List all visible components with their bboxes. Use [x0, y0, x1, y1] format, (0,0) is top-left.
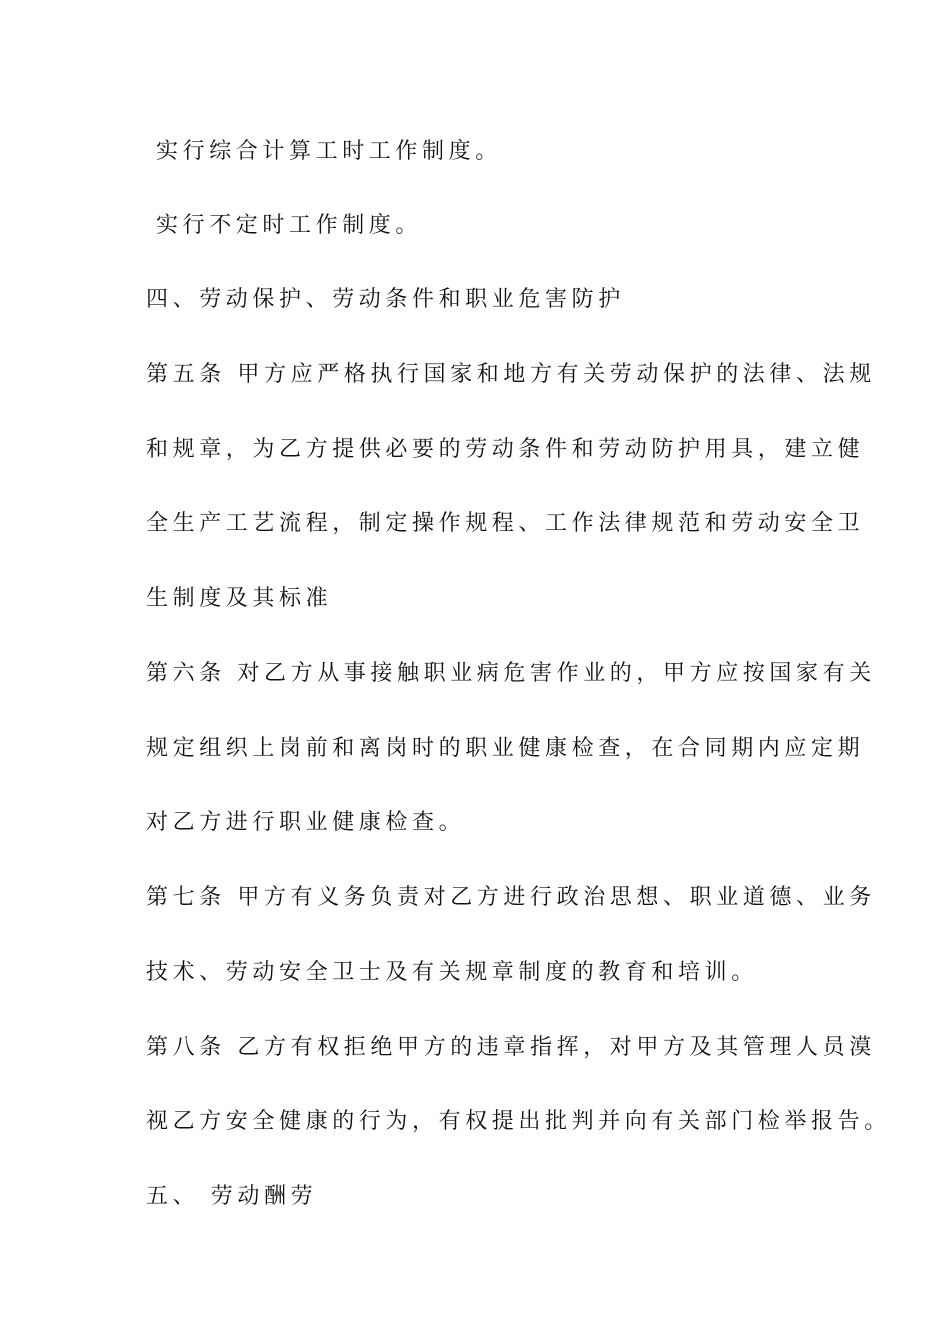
article-line: 第八条 乙方有权拒绝甲方的违章指挥，对甲方及其管理人员漠 — [146, 1035, 876, 1060]
text-line: 全生产工艺流程，制定操作规程、工作法律规范和劳动安全卫 — [146, 511, 865, 536]
text-line: 实行不定时工作制度。 — [156, 213, 423, 238]
text-line: 和规章，为乙方提供必要的劳动条件和劳动防护用具，建立健 — [146, 437, 865, 462]
section-heading: 四、劳动保护、劳动条件和职业危害防护 — [146, 287, 625, 312]
article-line: 第五条 甲方应严格执行国家和地方有关劳动保护的法律、法规 — [146, 362, 876, 387]
section-heading: 五、 劳动酬劳 — [146, 1184, 318, 1209]
text-line: 视乙方安全健康的行为，有权提出批判并向有关部门检举报告。 — [146, 1109, 891, 1134]
text-line: 生制度及其标准 — [146, 586, 333, 611]
text-line: 对乙方进行职业健康检查。 — [146, 810, 466, 835]
article-line: 第六条 对乙方从事接触职业病危害作业的，甲方应按国家有关 — [146, 661, 876, 686]
article-line: 第七条 甲方有义务负责对乙方进行政治思想、职业道德、业务 — [146, 885, 876, 910]
text-line: 实行综合计算工时工作制度。 — [156, 139, 502, 164]
text-line: 技术、劳动安全卫士及有关规章制度的教育和培训。 — [146, 960, 758, 985]
text-line: 规定组织上岗前和离岗时的职业健康检查，在合同期内应定期 — [146, 736, 865, 761]
